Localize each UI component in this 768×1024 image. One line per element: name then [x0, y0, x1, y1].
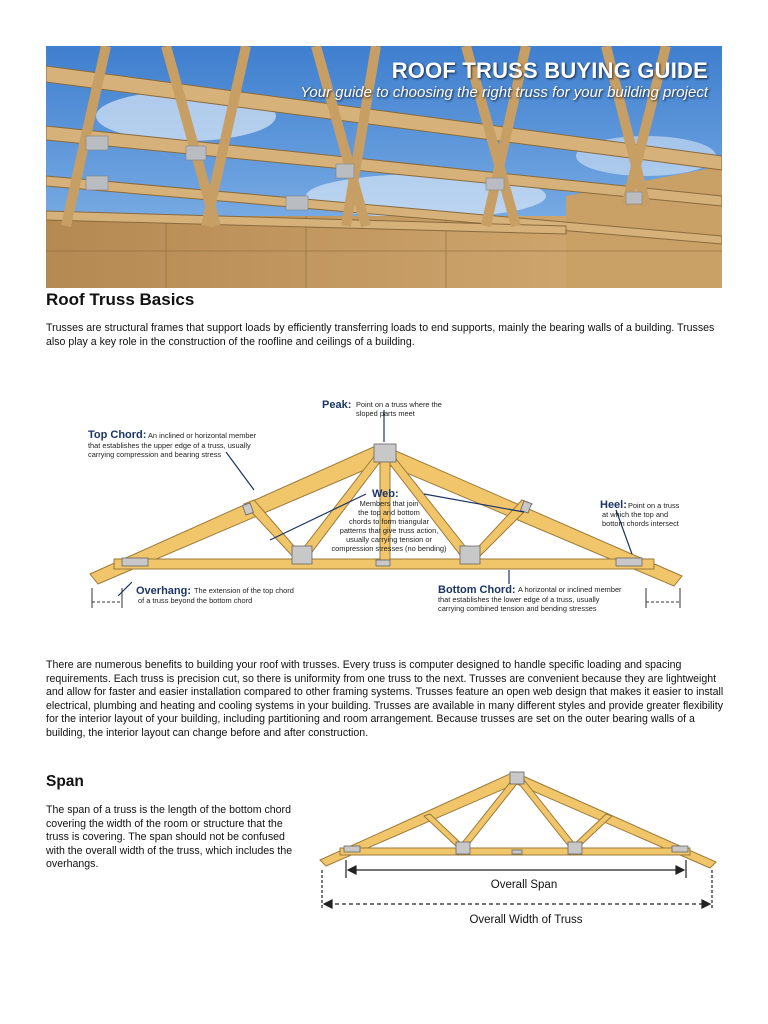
overall-width-label: Overall Width of Truss: [469, 914, 583, 926]
span-paragraph: The span of a truss is the length of the bottom chord covering the width of the room or structure that the truss is covering. The span should not be confused with the overall width of the truss, which includes the overhangs.: [46, 804, 293, 871]
bottom-chord-desc-3: carrying combined tension and bending stresses: [438, 604, 597, 613]
label-peak: Peak:: [322, 399, 352, 411]
label-top-chord: Top Chord:: [88, 429, 147, 441]
overhang-desc-1: The extension of the top chord: [194, 586, 294, 595]
basics-paragraph: Trusses are structural frames that support loads by efficiently transferring loads to end supports, mainly the bearing walls of a building. Trusses also play a key role in the construction of the roofline and ceilings of a building.: [46, 322, 715, 348]
truss-anatomy-diagram: [84, 392, 694, 620]
banner-title: ROOF TRUSS BUYING GUIDE: [391, 58, 708, 83]
web-desc-1: Members that join: [359, 499, 419, 508]
bottom-chord-desc-2: that establishes the lower edge of a truss, usually: [438, 595, 600, 604]
banner-subtitle: Your guide to choosing the right truss for your building project: [300, 84, 708, 101]
label-bottom-chord: Bottom Chord:: [438, 584, 516, 596]
label-heel: Heel:: [600, 499, 627, 511]
web-desc-2: the top and bottom: [358, 508, 420, 517]
web-desc-4: patterns that give truss action,: [339, 526, 439, 535]
label-overhang: Overhang:: [136, 585, 192, 597]
peak-desc-1: Point on a truss where the: [356, 400, 442, 409]
section-heading-basics: Roof Truss Basics: [46, 290, 195, 309]
section-heading-span: Span: [46, 773, 84, 790]
heel-desc-3: bottom chords intersect: [602, 519, 679, 528]
web-desc-6: compression stresses (no bending): [331, 544, 447, 553]
label-web: Web:: [372, 488, 399, 500]
web-desc-3: chords to form triangular: [348, 517, 430, 526]
top-chord-desc-3: carrying compression and bearing stress: [88, 450, 222, 459]
benefits-paragraph: There are numerous benefits to building your roof with trusses. Every truss is computer designed to handle specific loading and spacing requirements. Each truss is precision cut, so there is uniformity from one truss to the next. Trusses are convenient because they are lightweight and allow for faster and easier installation compared to other framing systems. Trusses feature an open web design that makes it easier to install electrical, plumbing and heating and cooling systems in your building. Trusses are available in many different styles and provide greater flexibility for the interior layout of your building, including partitioning and room arrangement. Because trusses are set on the outer bearing walls of a building, the interior layout can change before and after construction.: [46, 659, 724, 739]
heel-desc-1: Point on a truss: [628, 501, 680, 510]
overall-span-label: Overall Span: [490, 879, 558, 891]
banner-image: [46, 46, 722, 288]
top-chord-desc-2: that establishes the upper edge of a truss, usually: [88, 441, 251, 450]
top-chord-desc-1: An inclined or horizontal member: [148, 431, 257, 440]
heel-desc-2: at which the top and: [602, 510, 669, 519]
span-diagram: [316, 764, 720, 930]
bottom-chord-desc-1: A horizontal or inclined member: [518, 585, 622, 594]
peak-desc-2: sloped parts meet: [356, 409, 415, 418]
overhang-desc-2: of a truss beyond the bottom chord: [138, 596, 253, 605]
web-desc-5: usually carrying tension or: [346, 535, 432, 544]
